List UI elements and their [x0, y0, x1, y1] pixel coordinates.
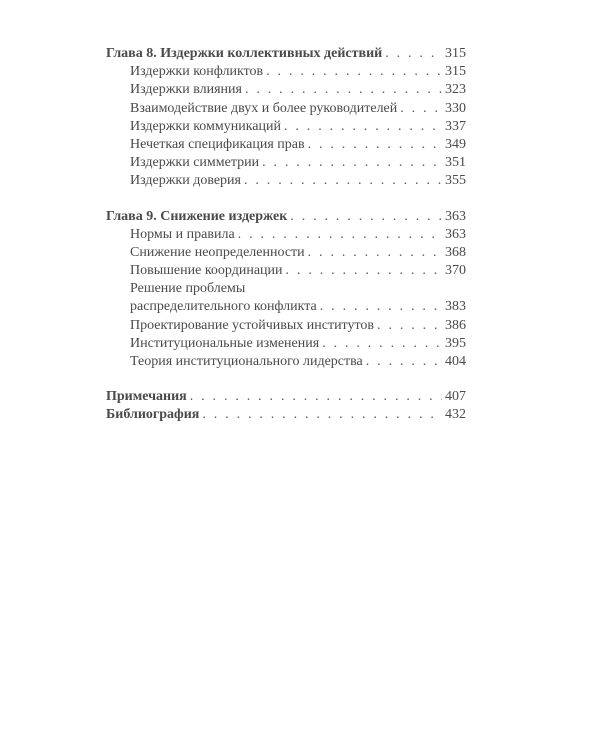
toc-entry[interactable]: [106, 244, 466, 262]
toc-entry-title: Взаимодействие двух и более руководителей: [130, 100, 398, 116]
toc-entry[interactable]: [106, 154, 466, 172]
toc-page-number: 349: [445, 136, 466, 152]
toc-chapter-8[interactable]: [106, 45, 466, 63]
toc-entry-title: Библиография: [106, 407, 200, 423]
dot-leader: [202, 406, 442, 424]
dot-leader: [286, 262, 442, 280]
toc-entry-title: Глава 8. Издержки коллективных действий: [106, 46, 383, 61]
toc-entry-title: Примечания: [106, 389, 187, 405]
toc-entry-title: Повышение координации: [130, 263, 283, 279]
dot-leader: [320, 298, 442, 316]
toc-entry[interactable]: [106, 100, 466, 118]
toc-page-number: 330: [445, 100, 466, 116]
toc-page-number: 355: [445, 173, 466, 189]
dot-leader: [244, 172, 442, 190]
dot-leader: [262, 154, 442, 172]
toc-entry-title: Издержки коммуникаций: [130, 118, 281, 134]
toc-entry-title: Институциональные изменения: [130, 335, 320, 351]
section-spacer: [106, 371, 466, 388]
toc-entry-title: Глава 9. Снижение издержек: [106, 208, 288, 224]
toc-entry[interactable]: [106, 298, 466, 316]
toc-page-number: 386: [445, 317, 466, 333]
toc-entry[interactable]: [106, 172, 466, 190]
toc-entry-title: Снижение неопределенности: [130, 244, 305, 260]
toc-entry-title: Теория институционального лидерства: [130, 354, 363, 369]
toc-page-number: 363: [445, 226, 466, 242]
toc-entry-title: Издержки конфликтов: [130, 64, 264, 80]
toc-notes[interactable]: [106, 388, 466, 406]
dot-leader: [266, 63, 442, 81]
toc-page-number: 395: [445, 335, 466, 351]
toc-entry[interactable]: [106, 226, 466, 244]
section-spacer: [106, 191, 466, 208]
toc-entry[interactable]: [106, 262, 466, 280]
toc-page-number: 404: [445, 354, 466, 369]
dot-leader: [308, 244, 442, 262]
dot-leader: [366, 353, 442, 371]
toc-page-number: 370: [445, 263, 466, 279]
dot-leader: [190, 388, 442, 406]
dot-leader: [290, 208, 442, 226]
toc-page-number: 407: [445, 389, 466, 405]
toc-entry-title: Издержки симметрии: [130, 155, 260, 171]
toc-entry-title: Проектирование устойчивых институтов: [130, 317, 375, 333]
dot-leader: [322, 335, 442, 353]
toc-entry[interactable]: [106, 81, 466, 99]
toc-entry[interactable]: [106, 335, 466, 353]
toc-entry[interactable]: [106, 353, 466, 371]
toc-entry-title-line1[interactable]: Решение проблемы: [130, 281, 246, 297]
dot-leader: [238, 226, 442, 244]
toc-bibliography[interactable]: [106, 406, 466, 424]
dot-leader: [400, 100, 442, 118]
toc-entry[interactable]: [106, 136, 466, 154]
toc-page-number: 363: [445, 208, 466, 224]
dot-leader: [284, 118, 442, 136]
toc-entry[interactable]: [106, 63, 466, 81]
toc-page-number: 315: [445, 64, 466, 80]
toc-page-number: 351: [445, 155, 466, 171]
toc-entry-title: Нечеткая спецификация прав: [130, 136, 305, 152]
toc-entry[interactable]: [106, 317, 466, 335]
dot-leader: [308, 136, 442, 154]
toc-entry[interactable]: [106, 118, 466, 136]
dot-leader: [245, 81, 442, 99]
toc-chapter-9[interactable]: [106, 208, 466, 226]
toc-entry-title: Издержки влияния: [130, 82, 242, 98]
table-of-contents: [106, 45, 466, 425]
toc-page-number: 368: [445, 244, 466, 260]
toc-page-number: 315: [445, 46, 466, 61]
toc-page-number: 383: [445, 299, 466, 315]
toc-entry-title: распределительного конфликта: [130, 299, 317, 315]
toc-entry-title: Нормы и правила: [130, 226, 235, 242]
toc-page-number: 432: [445, 407, 466, 423]
toc-entry-title: Издержки доверия: [130, 173, 241, 189]
toc-page-number: 323: [445, 82, 466, 98]
dot-leader: [385, 45, 442, 63]
toc-page-number: 337: [445, 118, 466, 134]
dot-leader: [377, 317, 442, 335]
